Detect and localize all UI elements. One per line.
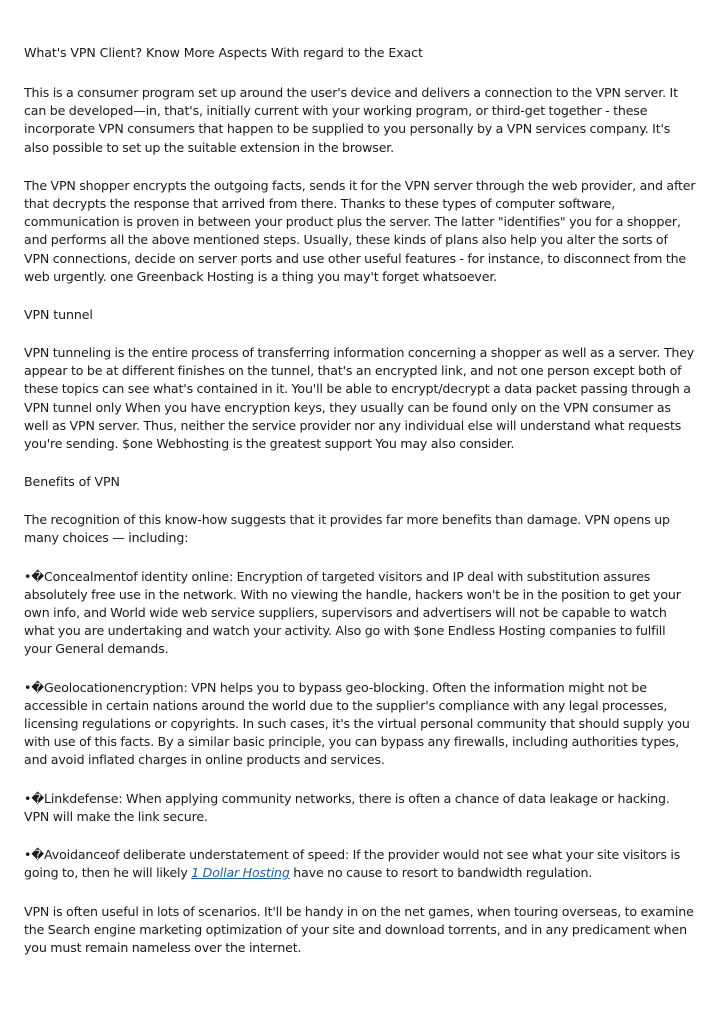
bullet-speed-text-after: have no cause to resort to bandwidth regulation. bbox=[289, 865, 593, 881]
paragraph-vpn-usefulness: VPN is often useful in lots of scenarios. It'll be handy in on the net games, when touring overseas, to examine the Search engine marketing optimization of your site and download torrents, and in any predicament when you must remain nameless over the internet. bbox=[24, 903, 694, 955]
bullet-link-defense: •�Linkdefense: When applying community networks, there is often a chance of data leakage or hacking. VPN will make the link secure. bbox=[24, 790, 670, 824]
paragraph-vpn-tunneling: VPN tunneling is the entire process of transferring information concerning a shopper as well as a server. They appear to be at different finishes on the tunnel, that's an encrypted link, and not one person except both of these topics can see what's contained in it. You'll be able to encrypt/decrypt a data packet passing through a VPN tunnel only When you have encryption keys, they usually can be found only on the VPN consumer as well as VPN server. Thus, neither the service provider nor any individual else will understand what requests you're sending. $one Webhosting is the greatest support You may also consider. bbox=[24, 345, 695, 452]
section-heading-vpn-tunnel: VPN tunnel bbox=[24, 307, 93, 323]
paragraph-benefits-intro: The recognition of this know-how suggests that it provides far more benefits than damage. VPN opens up many choices — including: bbox=[24, 512, 670, 546]
section-heading-benefits: Benefits of VPN bbox=[24, 474, 120, 490]
paragraph-vpn-client-intro: This is a consumer program set up around the user's device and delivers a connection to the VPN server. It can be developed—in, that's, initially current with your working program, or third-get together - these incorporate VPN consumers that happen to be supplied to you personally by a VPN services company. It's also possible to set up the suitable extension in the browser. bbox=[24, 85, 678, 155]
bullet-speed-avoidance bbox=[24, 846, 696, 882]
bullet-geolocation: •�Geolocationencryption: VPN helps you to bypass geo-blocking. Often the information might not be accessible in certain nations around the world due to the supplier's compliance with any legal processes, licensing regulations or copyrights. In such cases, it's the virtual personal community that should supply you with use of this facts. By a similar basic principle, you can bypass any firewalls, including authorities types, and avoid inflated charges in online products and services. bbox=[24, 679, 690, 768]
paragraph-vpn-client-encryption: The VPN shopper encrypts the outgoing facts, sends it for the VPN server through the web provider, and after that decrypts the response that arrived from there. Thanks to these types of computer software, communication is proven in between your product plus the server. The latter "identifies" you for a shopper, and performs all the above mentioned steps. Usually, these kinds of plans also help you alter the sorts of VPN connections, decide on server ports and use other useful features - for instance, to disconnect from the web urgently. one Greenback Hosting is a thing you may't forget whatsoever. bbox=[24, 177, 696, 284]
bullet-concealment: •�Concealmentof identity online: Encryption of targeted visitors and IP deal with substitution assures absolutely free use in the network. With no viewing the handle, hackers won't be in the position to get your own info, and World wide web service suppliers, supervisors and advertisers will not be capable to watch what you are undertaking and watch your activity. Also go with $one Endless Hosting companies to fulfill your General demands. bbox=[24, 568, 681, 657]
document-title: What's VPN Client? Know More Aspects With regard to the Exact bbox=[24, 45, 423, 60]
bullet-speed-text-before: •�Avoidanceof deliberate understatement of speed: If the provider would not see what your site visitors is going to, then he will likely bbox=[24, 847, 681, 881]
one-dollar-hosting-link[interactable]: 1 Dollar Hosting bbox=[191, 865, 290, 881]
